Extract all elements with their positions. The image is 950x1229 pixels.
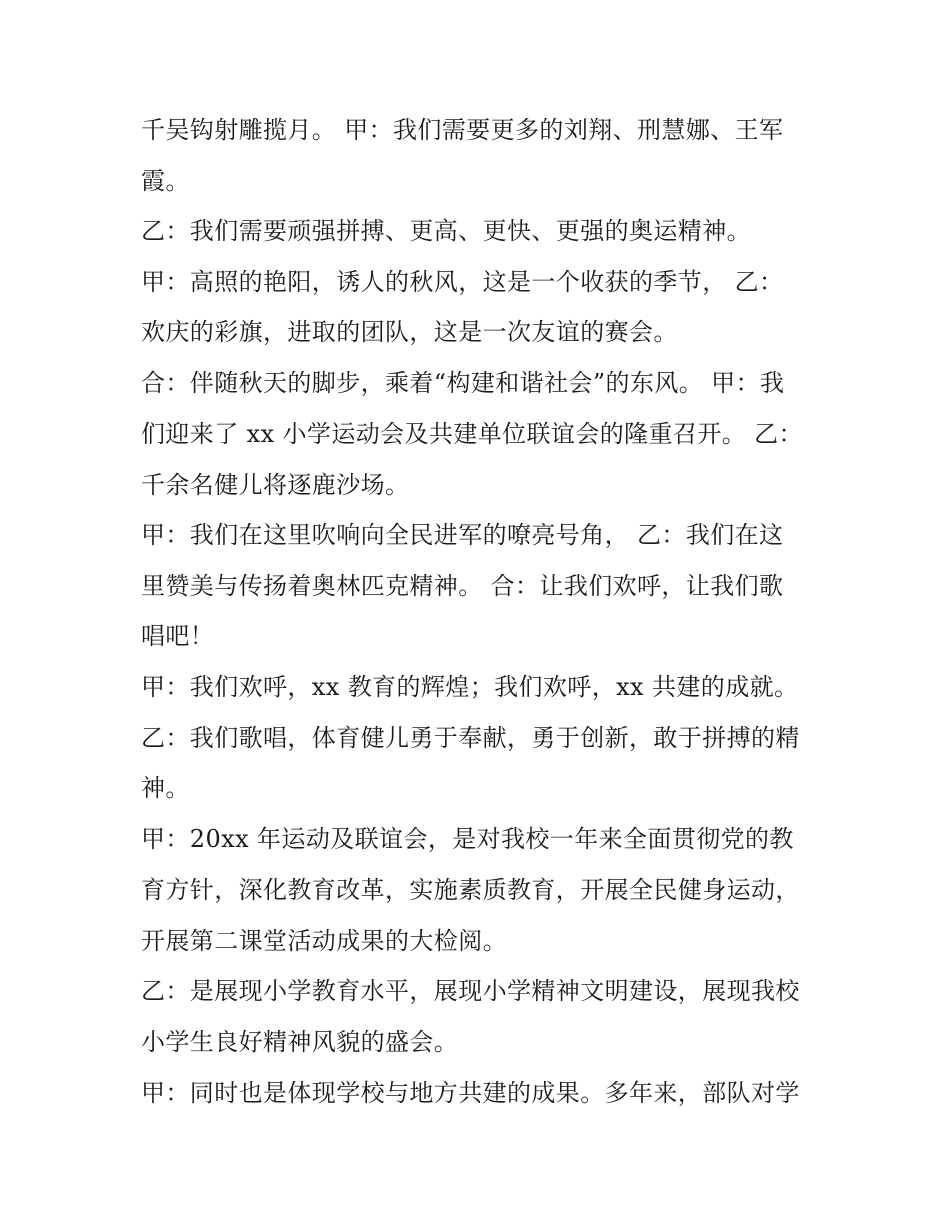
text-line: 甲：同时也是体现学校与地方共建的成果。多年来，部队对学 (141, 1079, 800, 1107)
text-line: 千吴钩射雕揽月。 甲：我们需要更多的刘翔、刑慧娜、王军 (141, 116, 784, 144)
text-line: 甲：高照的艳阳，诱人的秋风，这是一个收获的季节， 乙： (141, 268, 784, 296)
text-line: 乙：是展现小学教育水平，展现小学精神文明建设，展现我校 (141, 977, 800, 1005)
text-line: 唱吧！ (141, 622, 215, 650)
text-line: 们迎来了 xx 小学运动会及共建单位联谊会的隆重召开。 乙： (141, 420, 803, 448)
text-line: 育方针，深化教育改革，实施素质教育，开展全民健身运动， (141, 876, 800, 904)
text-line: 里赞美与传扬着奥林匹克精神。 合：让我们欢呼，让我们歌 (141, 572, 784, 600)
text-line: 欢庆的彩旗，进取的团队，这是一次友谊的赛会。 (141, 318, 678, 346)
text-line: 乙：我们歌唱，体育健儿勇于奉献，勇于创新，敢于拼搏的精 (141, 724, 800, 752)
text-line: 甲：20xx 年运动及联谊会，是对我校一年来全面贯彻党的教 (141, 825, 794, 853)
text-line: 乙：我们需要顽强拼搏、更高、更快、更强的奥运精神。 (141, 217, 751, 245)
text-line: 甲：我们欢呼，xx 教育的辉煌；我们欢呼，xx 共建的成就。 (141, 673, 799, 701)
text-line: 小学生良好精神风貌的盛会。 (141, 1028, 459, 1056)
text-line: 霞。 (141, 167, 190, 195)
text-line: 甲：我们在这里吹响向全民进军的嘹亮号角， 乙：我们在这 (141, 521, 784, 549)
text-line: 合：伴随秋天的脚步，乘着“构建和谐社会”的东风。 甲：我 (141, 369, 785, 397)
text-line: 千余名健儿将逐鹿沙场。 (141, 471, 410, 499)
text-line: 开展第二课堂活动成果的大检阅。 (141, 927, 507, 955)
text-line: 神。 (141, 774, 190, 802)
